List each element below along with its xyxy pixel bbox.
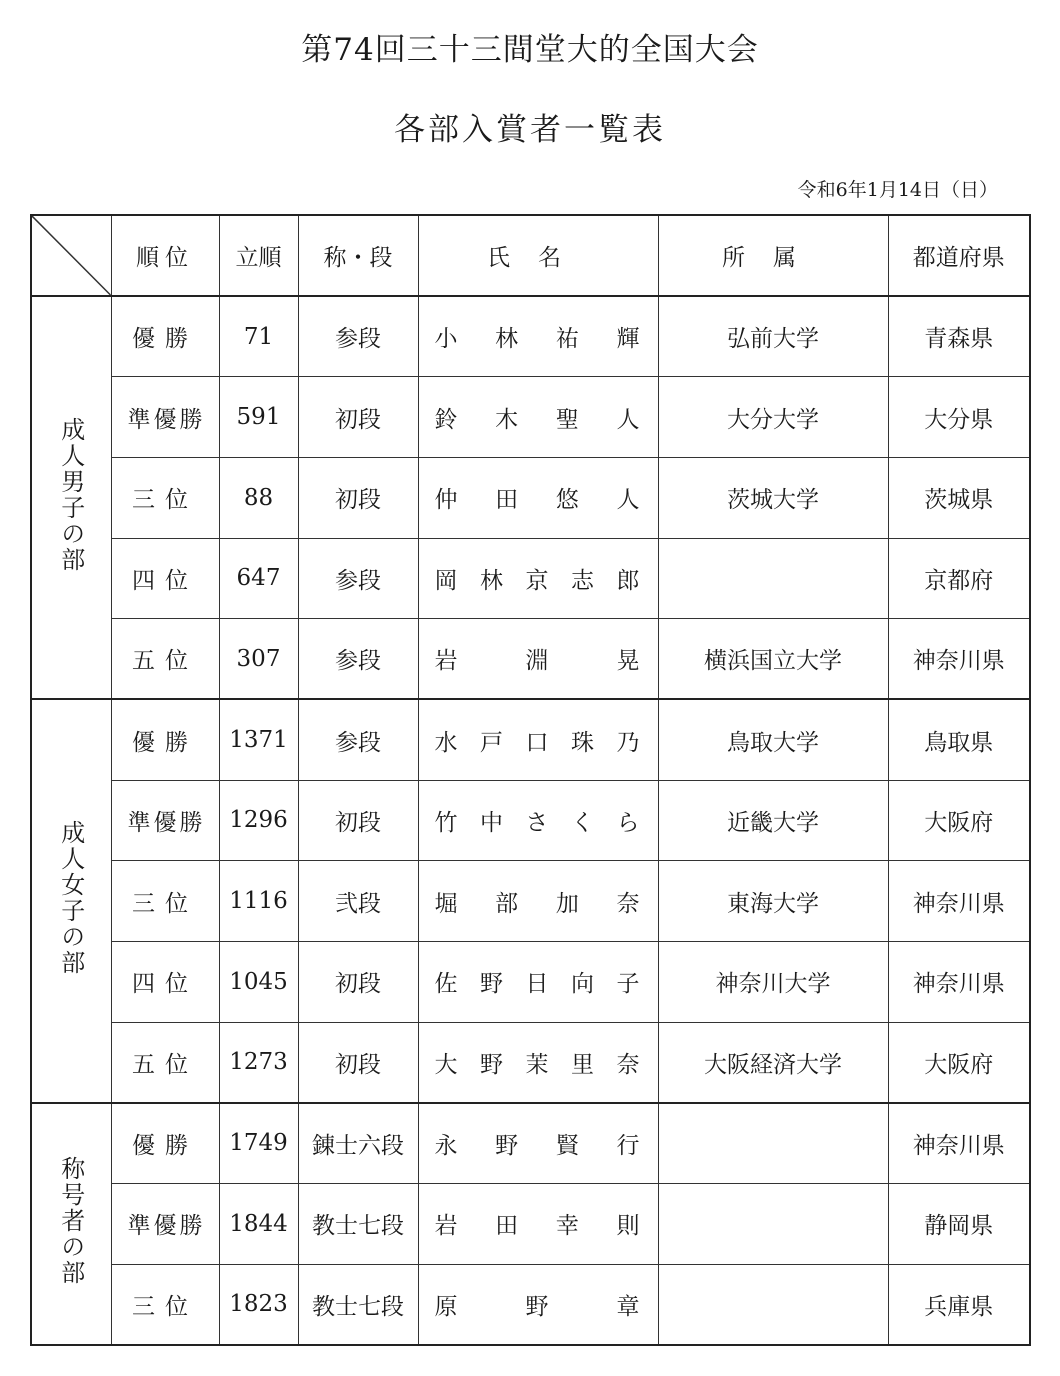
order-cell: 1823	[219, 1264, 298, 1345]
results-table	[30, 214, 1031, 1346]
prefecture-cell: 大分県	[888, 377, 1030, 458]
rank-cell: 三位	[111, 1264, 219, 1345]
name-text: 竹 中 さ く ら	[434, 809, 640, 836]
name-text: 岩 田 幸 則	[434, 1213, 640, 1240]
affiliation-cell: 東海大学	[658, 861, 888, 942]
prefecture-cell: 神奈川県	[888, 861, 1030, 942]
order-cell: 1844	[219, 1184, 298, 1265]
order-cell: 1296	[219, 780, 298, 861]
order-cell: 1045	[219, 942, 298, 1023]
table-row	[31, 780, 1030, 861]
name-cell	[418, 1022, 658, 1103]
rank-cell: 四位	[111, 942, 219, 1023]
header-name: 氏名	[418, 215, 658, 296]
grade-cell: 初段	[298, 377, 418, 458]
table-row	[31, 619, 1030, 700]
division-label: 称号者の部	[56, 1155, 85, 1286]
prefecture-cell: 大阪府	[888, 1022, 1030, 1103]
table-row	[31, 296, 1030, 377]
grade-cell: 教士七段	[298, 1264, 418, 1345]
affiliation-cell	[658, 538, 888, 619]
division-label-cell	[31, 1103, 111, 1345]
header-prefecture: 都道府県	[888, 215, 1030, 296]
name-text: 小 林 祐 輝	[434, 326, 640, 353]
name-text: 鈴 木 聖 人	[434, 406, 640, 433]
rank-cell: 五位	[111, 619, 219, 700]
name-cell	[418, 538, 658, 619]
header-row	[31, 215, 1030, 296]
order-cell: 71	[219, 296, 298, 377]
affiliation-cell: 大阪経済大学	[658, 1022, 888, 1103]
rank-cell: 五位	[111, 1022, 219, 1103]
name-text: 岩 淵 晃	[434, 648, 640, 675]
table-row	[31, 1264, 1030, 1345]
rank-cell: 優勝	[111, 699, 219, 780]
name-text: 仲 田 悠 人	[434, 487, 640, 514]
rank-cell: 準優勝	[111, 780, 219, 861]
affiliation-cell: 大分大学	[658, 377, 888, 458]
diagonal-line	[32, 216, 111, 295]
page-title: 第74回三十三間堂大的全国大会	[301, 32, 759, 68]
table-row	[31, 942, 1030, 1023]
grade-cell: 参段	[298, 538, 418, 619]
rank-cell: 優勝	[111, 296, 219, 377]
order-cell: 1371	[219, 699, 298, 780]
name-cell	[418, 780, 658, 861]
header-order: 立順	[219, 215, 298, 296]
name-text: 原 野 章	[434, 1293, 640, 1320]
affiliation-cell: 茨城大学	[658, 457, 888, 538]
grade-cell: 初段	[298, 942, 418, 1023]
order-cell: 1749	[219, 1103, 298, 1184]
name-text: 佐 野 日 向 子	[434, 971, 640, 998]
grade-cell: 参段	[298, 619, 418, 700]
affiliation-cell	[658, 1103, 888, 1184]
affiliation-cell	[658, 1184, 888, 1265]
order-cell: 1273	[219, 1022, 298, 1103]
name-text: 水 戸 口 珠 乃	[434, 729, 640, 756]
division-group	[31, 699, 1030, 1102]
header-grade: 称・段	[298, 215, 418, 296]
order-cell: 1116	[219, 861, 298, 942]
grade-cell: 錬士六段	[298, 1103, 418, 1184]
grade-cell: 参段	[298, 296, 418, 377]
division-label-cell	[31, 699, 111, 1102]
table-row	[31, 377, 1030, 458]
name-text: 永 野 賢 行	[434, 1132, 640, 1159]
table-row	[31, 538, 1030, 619]
table-row	[31, 457, 1030, 538]
affiliation-cell: 近畿大学	[658, 780, 888, 861]
table-row	[31, 1103, 1030, 1184]
division-group	[31, 1103, 1030, 1345]
prefecture-cell: 京都府	[888, 538, 1030, 619]
table-header	[31, 215, 1030, 296]
name-cell	[418, 377, 658, 458]
affiliation-cell	[658, 1264, 888, 1345]
rank-cell: 優勝	[111, 1103, 219, 1184]
header-affiliation: 所属	[658, 215, 888, 296]
prefecture-cell: 神奈川県	[888, 942, 1030, 1023]
affiliation-cell: 弘前大学	[658, 296, 888, 377]
name-cell	[418, 1264, 658, 1345]
affiliation-cell: 鳥取大学	[658, 699, 888, 780]
prefecture-cell: 青森県	[888, 296, 1030, 377]
affiliation-cell: 横浜国立大学	[658, 619, 888, 700]
rank-cell: 準優勝	[111, 377, 219, 458]
prefecture-cell: 大阪府	[888, 780, 1030, 861]
prefecture-cell: 兵庫県	[888, 1264, 1030, 1345]
header-rank: 順位	[111, 215, 219, 296]
name-cell	[418, 861, 658, 942]
name-cell	[418, 619, 658, 700]
order-cell: 591	[219, 377, 298, 458]
grade-cell: 教士七段	[298, 1184, 418, 1265]
order-cell: 307	[219, 619, 298, 700]
table-row	[31, 699, 1030, 780]
order-cell: 88	[219, 457, 298, 538]
name-cell	[418, 1184, 658, 1265]
table-row	[31, 861, 1030, 942]
prefecture-cell: 神奈川県	[888, 619, 1030, 700]
name-text: 岡 林 京 志 郎	[434, 567, 640, 594]
division-label-cell	[31, 296, 111, 699]
name-cell	[418, 699, 658, 780]
event-date: 令和6年1月14日（日）	[797, 179, 998, 201]
division-label: 成人女子の部	[56, 820, 85, 977]
rank-cell: 準優勝	[111, 1184, 219, 1265]
name-cell	[418, 296, 658, 377]
rank-cell: 三位	[111, 457, 219, 538]
name-cell	[418, 1103, 658, 1184]
table-row	[31, 1022, 1030, 1103]
prefecture-cell: 神奈川県	[888, 1103, 1030, 1184]
grade-cell: 初段	[298, 780, 418, 861]
table-row	[31, 1184, 1030, 1265]
rank-cell: 三位	[111, 861, 219, 942]
name-text: 堀 部 加 奈	[434, 890, 640, 917]
order-cell: 647	[219, 538, 298, 619]
grade-cell: 弐段	[298, 861, 418, 942]
grade-cell: 初段	[298, 457, 418, 538]
affiliation-cell: 神奈川大学	[658, 942, 888, 1023]
prefecture-cell: 鳥取県	[888, 699, 1030, 780]
grade-cell: 参段	[298, 699, 418, 780]
prefecture-cell: 茨城県	[888, 457, 1030, 538]
rank-cell: 四位	[111, 538, 219, 619]
name-cell	[418, 942, 658, 1023]
corner-cell	[31, 215, 111, 296]
prefecture-cell: 静岡県	[888, 1184, 1030, 1265]
page-subtitle: 各部入賞者一覧表	[394, 112, 666, 148]
name-cell	[418, 457, 658, 538]
division-label: 成人男子の部	[56, 416, 85, 573]
division-group	[31, 296, 1030, 699]
name-text: 大 野 茉 里 奈	[434, 1051, 640, 1078]
grade-cell: 初段	[298, 1022, 418, 1103]
